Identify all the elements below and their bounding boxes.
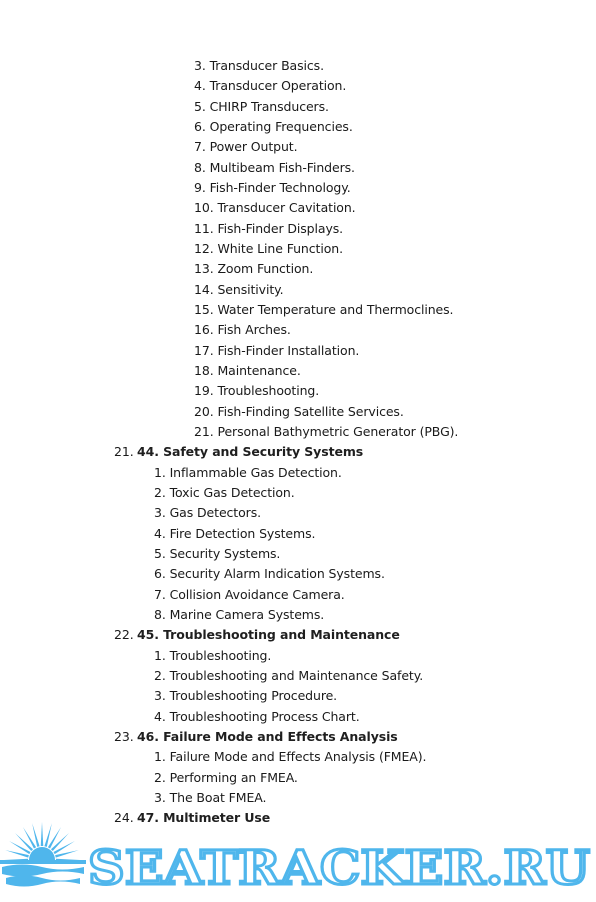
section-number: 21. [114,444,134,460]
sub-list-item: 8. Multibeam Fish-Finders. [194,159,355,175]
sub-list-item: 21. Personal Bathymetric Generator (PBG). [194,423,459,439]
list-item: 7. Collision Avoidance Camera. [154,586,345,602]
section-heading: 44. Safety and Security Systems [137,444,364,460]
sun-ray [41,822,44,846]
section-number: 23. [114,728,134,744]
sun-ray [15,833,33,851]
section-heading: 46. Failure Mode and Effects Analysis [137,728,398,744]
sub-list-item: 18. Maintenance. [194,362,301,378]
list-item: 5. Security Systems. [154,545,281,561]
sub-list-item: 5. CHIRP Transducers. [194,98,329,114]
sub-list-item: 4. Transducer Operation. [194,78,347,94]
sub-list-item: 16. Fish Arches. [194,322,291,338]
sub-list-item: 13. Zoom Function. [194,261,314,277]
section-number: 24. [114,810,134,826]
sub-list-item: 17. Fish-Finder Installation. [194,342,360,358]
section-number: 22. [114,627,134,643]
list-item: 4. Fire Detection Systems. [154,525,316,541]
sub-list-item: 15. Water Temperature and Thermoclines. [194,301,454,317]
list-item: 4. Troubleshooting Process Chart. [154,708,360,724]
sub-list-item: 19. Troubleshooting. [194,383,320,399]
sun-icon [0,822,86,887]
list-item: 3. Gas Detectors. [154,505,261,521]
watermark [0,812,596,902]
section-heading: 45. Troubleshooting and Maintenance [137,627,400,643]
list-item: 3. The Boat FMEA. [154,789,267,805]
list-item: 8. Marine Camera Systems. [154,606,325,622]
list-item: 6. Security Alarm Indication Systems. [154,566,385,582]
sub-list-item: 9. Fish-Finder Technology. [194,179,351,195]
list-item: 2. Performing an FMEA. [154,769,298,785]
sub-list-item: 20. Fish-Finding Satellite Services. [194,403,404,419]
list-item: 1. Failure Mode and Effects Analysis (FMEA). [154,749,427,765]
sub-list-item: 14. Sensitivity. [194,281,284,297]
list-item: 1. Troubleshooting. [154,647,272,663]
list-item: 2. Troubleshooting and Maintenance Safety. [154,667,424,683]
sub-list-item: 3. Transducer Basics. [194,58,324,73]
sub-list-item: 11. Fish-Finder Displays. [194,220,344,236]
sub-list-item: 10. Transducer Cavitation. [194,200,356,216]
sun-core [29,847,55,860]
list-item: 2. Toxic Gas Detection. [154,484,295,500]
list-item: 3. Troubleshooting Procedure. [154,688,338,704]
list-item: 1. Inflammable Gas Detection. [154,464,342,480]
sun-ray [51,833,69,851]
sub-list-item: 6. Operating Frequencies. [194,118,353,134]
sub-list-item: 7. Power Output. [194,139,298,155]
section-heading: 47. Multimeter Use [137,810,271,826]
watermark-text: SEATRACKER.RU [88,841,590,896]
sub-list-item: 12. White Line Function. [194,240,343,256]
